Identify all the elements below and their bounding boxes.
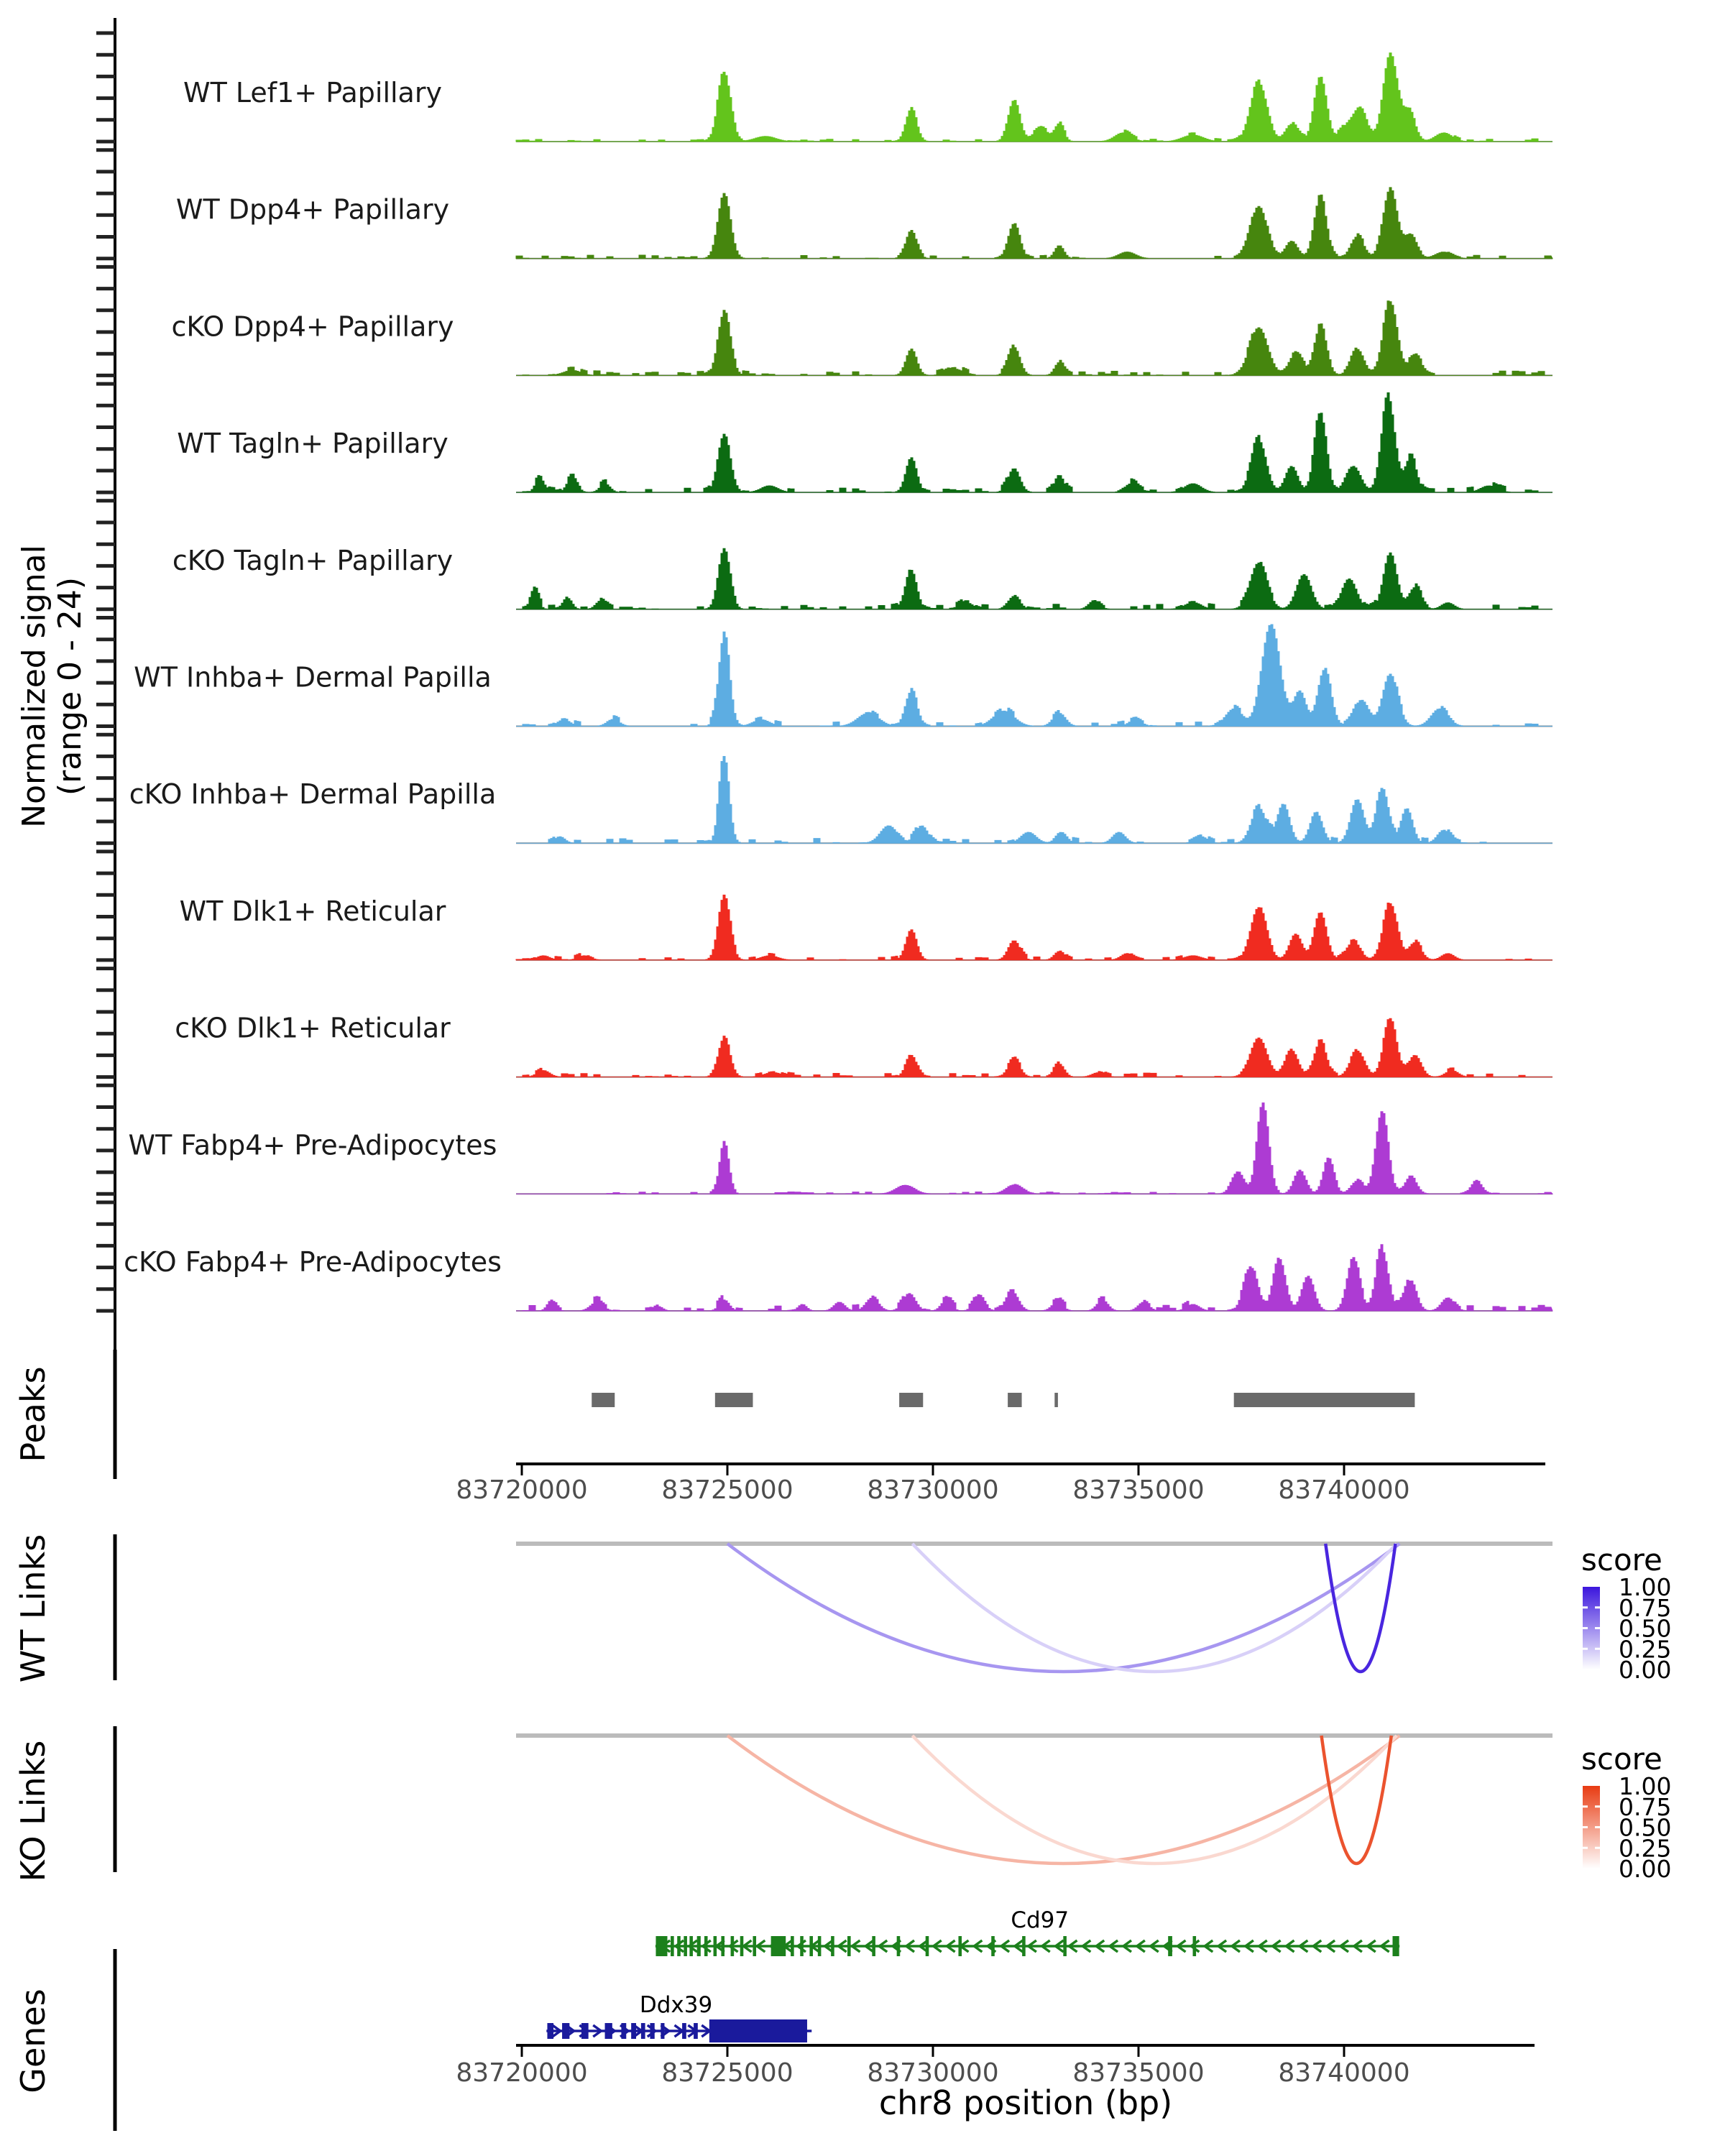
signal-track	[124, 1245, 1552, 1311]
track-label: cKO Fabp4+ Pre-Adipocytes	[124, 1246, 502, 1278]
gene-exon	[800, 1936, 804, 1956]
peak-interval	[899, 1393, 923, 1407]
signal-track	[172, 545, 1552, 609]
wt-links-section-label: WT Links	[14, 1534, 52, 1683]
signal-track	[177, 393, 1552, 493]
peaks-section-label: Peaks	[14, 1366, 52, 1462]
gene-exon	[991, 1936, 995, 1956]
track-label: WT Dpp4+ Papillary	[175, 193, 450, 226]
gene-exon	[872, 1936, 875, 1956]
gene-exon	[1392, 1936, 1399, 1956]
peaks-axis-tick-label: 83725000	[661, 1475, 794, 1505]
gene-exon	[677, 1936, 681, 1956]
coverage-area	[516, 1103, 1552, 1194]
track-label: WT Fabp4+ Pre-Adipocytes	[128, 1129, 497, 1161]
peak-interval	[715, 1393, 753, 1407]
track-label: cKO Dlk1+ Reticular	[175, 1012, 451, 1044]
gene-exon	[1022, 1936, 1026, 1956]
signal-track	[129, 757, 1552, 844]
track-label: WT Lef1+ Papillary	[183, 77, 442, 109]
score-tick-label: 0.00	[1619, 1656, 1672, 1684]
coverage-area	[516, 53, 1552, 142]
gene-exon	[897, 1936, 901, 1956]
peak-interval	[1054, 1393, 1058, 1407]
coverage-area	[516, 1018, 1552, 1077]
link-arc	[912, 1544, 1397, 1672]
peaks-axis-tick-label: 83740000	[1278, 1475, 1410, 1505]
coverage-area	[516, 301, 1552, 376]
gene-exon	[714, 1936, 717, 1956]
coverage-area	[516, 757, 1552, 844]
coverage-area	[516, 188, 1552, 259]
peak-interval	[592, 1393, 615, 1407]
gene-exon	[1063, 1936, 1067, 1956]
signal-track	[183, 53, 1552, 142]
genes-layer	[546, 1907, 1399, 2042]
gene-exon	[671, 1936, 674, 1956]
gene-exon	[689, 1936, 693, 1956]
peak-interval	[1008, 1393, 1021, 1407]
link-arc	[1325, 1544, 1395, 1672]
score-tick-label: 1.00	[1619, 1772, 1672, 1800]
gene-exon	[581, 2023, 589, 2039]
gene-exon	[605, 2023, 612, 2039]
signal-track	[180, 895, 1552, 960]
gene-model	[546, 1992, 811, 2042]
legends-layer	[1583, 1573, 1671, 1883]
gene-exon	[958, 1936, 962, 1956]
signal-track	[176, 188, 1552, 259]
gene-exon	[1168, 1936, 1172, 1956]
y-axis-title-line1: Normalized signal	[16, 545, 52, 828]
gene-name-label: Cd97	[1011, 1907, 1070, 1933]
gene-exon	[771, 1936, 786, 1956]
gene-exon	[650, 2023, 654, 2039]
gene-exon	[791, 1936, 794, 1956]
gene-exon	[621, 2023, 626, 2039]
ko-legend-title: score	[1581, 1741, 1662, 1777]
wt-legend-title: score	[1581, 1542, 1662, 1577]
track-label: WT Dlk1+ Reticular	[179, 895, 446, 927]
score-tick-label: 0.25	[1619, 1635, 1672, 1664]
bottom-axis-tick-label: 83725000	[661, 2058, 794, 2088]
ko-links-section-label: KO Links	[14, 1740, 52, 1882]
bottom-axis-tick-label: 83720000	[456, 2058, 588, 2088]
peaks-axis-tick-label: 83735000	[1072, 1475, 1205, 1505]
gene-exon	[704, 1936, 708, 1956]
gene-exon	[721, 1936, 724, 1956]
track-label: cKO Dpp4+ Papillary	[171, 310, 454, 343]
bottom-axis-tick-label: 83735000	[1072, 2058, 1205, 2088]
track-label: WT Inhba+ Dermal Papilla	[134, 661, 492, 694]
signal-track	[134, 625, 1552, 727]
gene-exon	[740, 1936, 744, 1956]
peaks-layer	[592, 1393, 1414, 1407]
gene-exon	[694, 2023, 698, 2039]
coverage-area	[516, 1245, 1552, 1311]
bottom-axis-tick-label: 83730000	[867, 2058, 999, 2088]
track-label: cKO Inhba+ Dermal Papilla	[129, 778, 497, 811]
gene-exon	[731, 1936, 735, 1956]
gene-exon	[682, 2023, 686, 2039]
gene-exon	[641, 2023, 645, 2039]
signal-track	[171, 301, 1552, 376]
gene-exon	[661, 2023, 664, 2039]
gene-model	[656, 1907, 1399, 1956]
gene-exon	[684, 1936, 687, 1956]
coverage-area	[516, 895, 1552, 960]
peaks-axis-tick-label: 83730000	[867, 1475, 999, 1505]
track-label: WT Tagln+ Papillary	[177, 428, 448, 460]
score-tick-label: 0.25	[1619, 1834, 1672, 1863]
gene-exon	[656, 1936, 667, 1956]
bottom-axis-tick-label: 83740000	[1278, 2058, 1410, 2088]
gene-exon	[809, 1936, 813, 1956]
genes-section-label: Genes	[14, 1989, 52, 2093]
gene-exon	[1193, 1936, 1197, 1956]
gene-exon	[847, 1936, 851, 1956]
gene-exon	[753, 1936, 756, 1956]
gene-exon	[926, 1936, 929, 1956]
signal-tracks-layer	[124, 53, 1552, 1311]
score-tick-label: 1.00	[1619, 1573, 1672, 1601]
link-arc	[1322, 1736, 1392, 1864]
coverage-area	[516, 393, 1552, 493]
score-tick-label: 0.50	[1619, 1813, 1672, 1842]
links-layer	[516, 1544, 1552, 1864]
gene-exon	[562, 2023, 569, 2039]
gene-exon	[818, 1936, 822, 1956]
signal-track	[129, 1103, 1552, 1194]
peaks-axis-tick-label: 83720000	[456, 1475, 588, 1505]
gene-cds-block	[709, 2019, 807, 2042]
track-label: cKO Tagln+ Papillary	[172, 544, 454, 576]
gene-exon	[547, 2023, 553, 2039]
coverage-area	[516, 548, 1552, 609]
gene-exon	[831, 1936, 834, 1956]
peak-interval	[1234, 1393, 1415, 1407]
gene-exon	[697, 1936, 701, 1956]
gene-name-label: Ddx39	[639, 1992, 713, 2018]
signal-track	[175, 1013, 1552, 1077]
y-axis-title-line2: (range 0 - 24)	[52, 576, 88, 796]
score-tick-label: 0.50	[1619, 1614, 1672, 1643]
x-axis-title: chr8 position (bp)	[878, 2083, 1173, 2122]
score-tick-label: 0.00	[1619, 1855, 1672, 1883]
score-tick-label: 0.75	[1619, 1792, 1672, 1821]
coverage-area	[516, 625, 1552, 727]
gene-exon	[631, 2023, 636, 2039]
score-tick-label: 0.75	[1619, 1593, 1672, 1622]
